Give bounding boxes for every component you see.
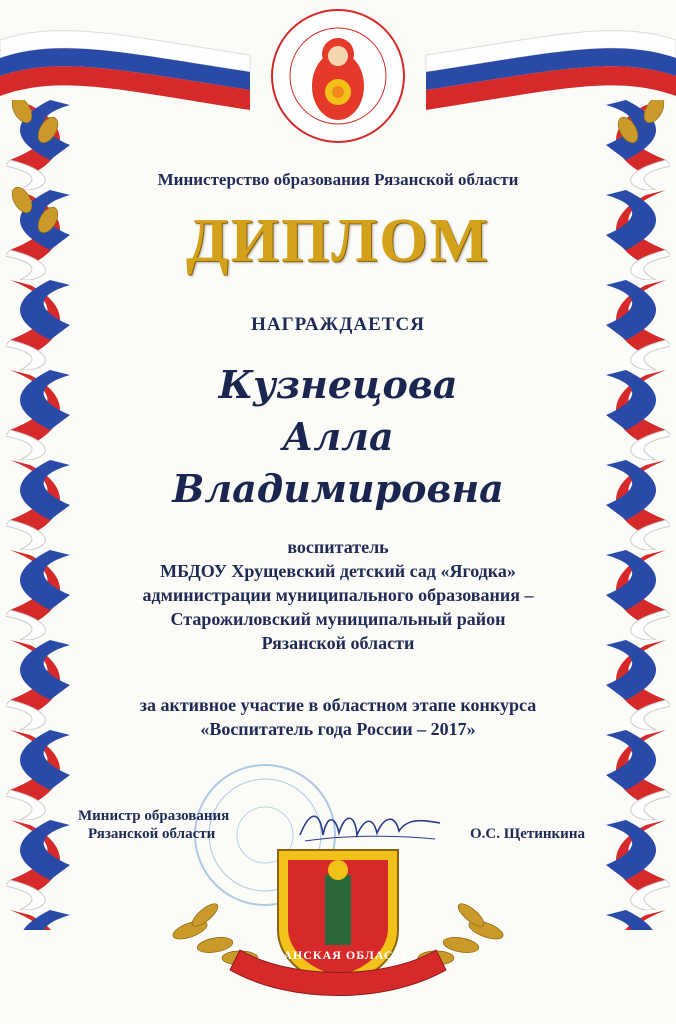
institution-line-4: Рязанской области [261, 633, 415, 653]
reason-line-2: «Воспитатель года России – 2017» [200, 719, 476, 739]
signatory-title-line-1: Министр образования [78, 808, 230, 824]
recipient-surname: Кузнецова [218, 362, 458, 407]
institution-line-1: МБДОУ Хрущевский детский сад «Ягодка» [160, 561, 516, 581]
reason-line-1: за активное участие в областном этапе конкурса [139, 695, 537, 715]
signatory-title-line-2: Рязанской области [88, 826, 216, 842]
emblem-banner-text: РЯЗАНСКАЯ ОБЛАСТЬ [258, 948, 412, 962]
institution-line-2: администрации муниципального образования – [142, 585, 534, 605]
coat-of-arms-icon [150, 820, 526, 1020]
signatory-name: О.С. Щетинкина [470, 826, 585, 842]
ministry-heading: Министерство образования Рязанской области [157, 170, 519, 189]
recipient-first-name: Алла [282, 414, 394, 459]
awarded-heading: НАГРАЖДАЕТСЯ [251, 314, 425, 335]
recipient-patronymic: Владимировна [172, 466, 504, 511]
matryoshka-logo-icon [268, 6, 408, 146]
recipient-position: воспитатель [287, 537, 389, 557]
diploma-title: ДИПЛОМ [185, 207, 491, 275]
institution-line-3: Старожиловский муниципальный район [170, 609, 506, 629]
